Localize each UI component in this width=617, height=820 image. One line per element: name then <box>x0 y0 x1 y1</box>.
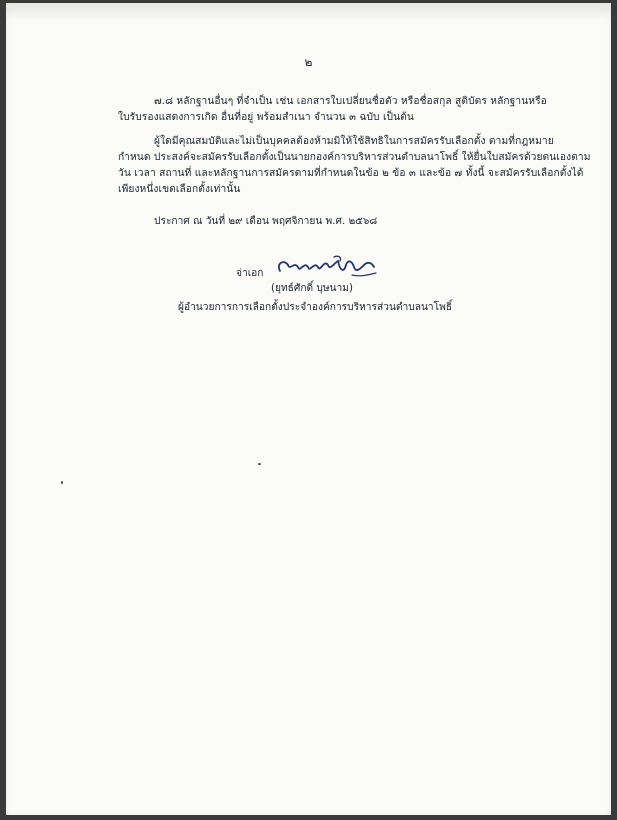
eligibility-line-4: เพียงหนึ่งเขตเลือกตั้งเท่านั้น <box>118 184 241 195</box>
item-7-8-line-2: ใบรับรองแสดงการเกิด อื่นที่อยู่ พร้อมสำเนา จำนวน ๓ ฉบับ เป็นต้น <box>118 112 414 123</box>
document-page <box>6 3 611 815</box>
eligibility-line-3: วัน เวลา สถานที่ และหลักฐานการสมัครตามที่กำหนดในข้อ ๒ ข้อ ๓ และข้อ ๗ ทั้งนี้ จะสมัครรับเลือกตั้งได้ <box>118 168 584 179</box>
handwritten-signature <box>274 253 378 281</box>
scan-speck <box>61 481 63 484</box>
item-7-8-line-1: ๗.๘ หลักฐานอื่นๆ ที่จำเป็น เช่น เอกสารใบเปลี่ยนชื่อตัว หรือชื่อสกุล สูติบัตร หลักฐานหรือ <box>154 96 547 107</box>
scan-top-shadow <box>6 3 611 21</box>
eligibility-line-1: ผู้ใดมีคุณสมบัติและไม่เป็นบุคคลต้องห้ามมิให้ใช้สิทธิในการสมัครรับเลือกตั้ง ตามที่กฎหมาย <box>154 136 554 147</box>
scan-speck <box>258 463 261 465</box>
signer-name: (ยุทธ์ศักดิ์ บุษนาม) <box>271 283 353 294</box>
announcement-date: ประกาศ ณ วันที่ ๒๙ เดือน พฤศจิกายน พ.ศ. ๒๕๖๘ <box>154 216 378 227</box>
signer-title: ผู้อำนวยการการเลือกตั้งประจำองค์การบริหารส่วนตำบลนาโพธิ์ <box>178 302 453 313</box>
eligibility-line-2: กำหนด ประสงค์จะสมัครรับเลือกตั้งเป็นนายกองค์การบริหารส่วนตำบลนาโพธิ์ ให้ยื่นใบสมัครด้วยตนเองตาม <box>118 152 591 163</box>
signer-rank: จ่าเอก <box>236 268 264 279</box>
page-number: ๒ <box>304 55 313 69</box>
